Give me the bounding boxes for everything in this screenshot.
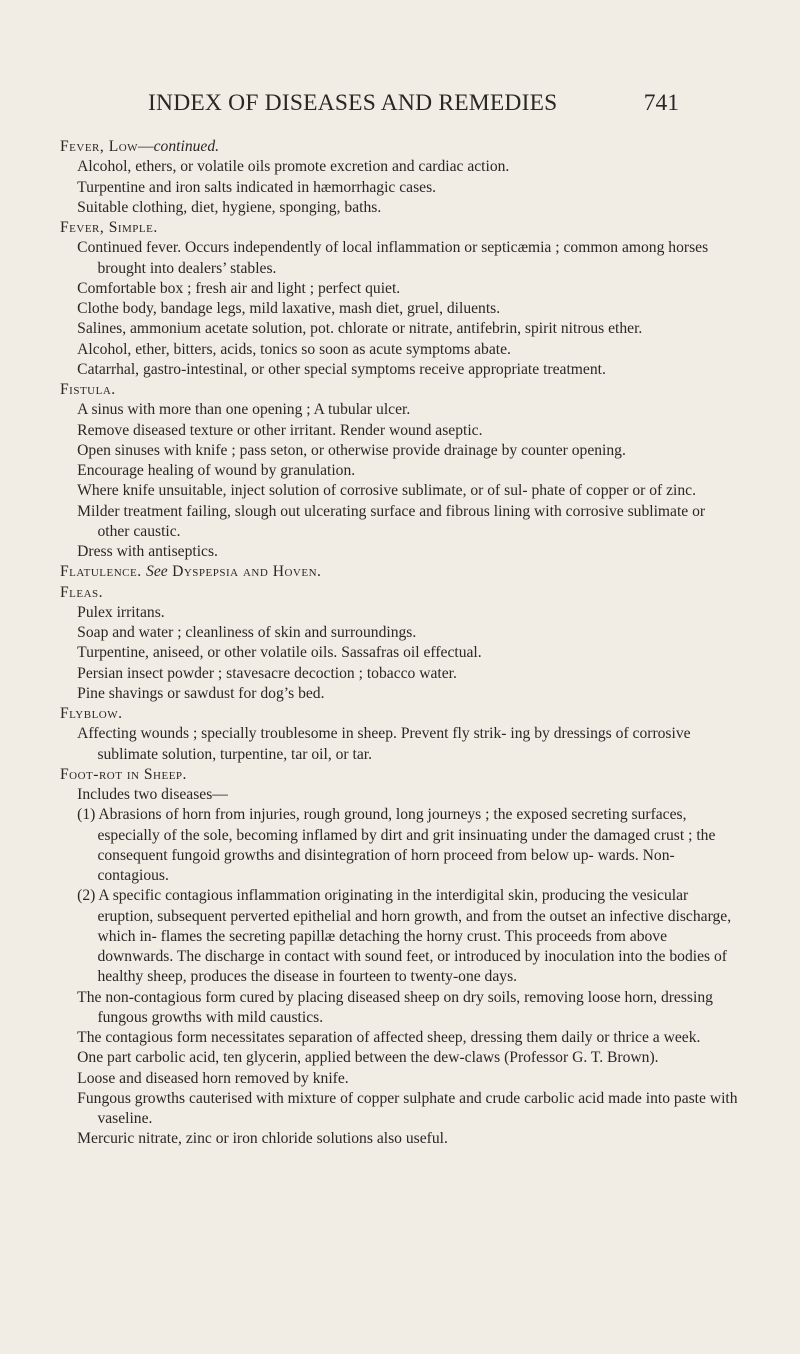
index-entry (60, 704, 740, 765)
entry-line: Catarrhal, gastro-intestinal, or other special symptoms receive appropriate treatment. (77, 360, 606, 378)
entry-line: Clothe body, bandage legs, mild laxative, mash diet, gruel, diluents. (77, 300, 501, 317)
index-entry (60, 765, 740, 1150)
entry-line: (1) Abrasions of horn from injuries, rough ground, long journeys ; the exposed secreting surfaces, especially of the sole, becoming inflamed by dirt and grit insinuating under the damaged crust ; the consequent fungoid growths and disintegration of horn proceed from below up- wards. Non-contagious. (77, 806, 716, 884)
entry-line: Loose and diseased horn removed by knife. (77, 1069, 349, 1087)
entry-line: Includes two diseases— (77, 786, 228, 803)
entry-line: Turpentine, aniseed, or other volatile oils. Sassafras oil effectual. (77, 644, 482, 662)
see-reference-label: See (146, 563, 168, 581)
entry-heading: Fever, Low—continued. (60, 138, 220, 155)
index-entry (60, 562, 740, 582)
index-content (60, 137, 740, 1150)
entry-heading: Foot-rot in Sheep. (60, 765, 187, 783)
index-entry (60, 380, 740, 562)
running-head-title: INDEX OF DISEASES AND REMEDIES (148, 90, 558, 116)
entry-line: Pulex irritans. (77, 603, 165, 621)
entry-line: Dress with antiseptics. (77, 543, 218, 560)
entry-line: Salines, ammonium acetate solution, pot. chlorate or nitrate, antifebrin, spirit nitrous ether. (77, 320, 643, 338)
entry-line: The non-contagious form cured by placing diseased sheep on dry soils, removing loose horn, dressing fungous growths with mild caustics. (77, 988, 713, 1026)
index-entry (60, 137, 740, 218)
entry-line: Suitable clothing, diet, hygiene, sponging, baths. (77, 198, 382, 216)
entry-heading: Fistula. (60, 381, 116, 398)
index-entry (60, 583, 740, 705)
index-entry (60, 218, 740, 380)
entry-line: Persian insect powder ; stavesacre decoction ; tobacco water. (77, 664, 457, 682)
entry-line: Remove diseased texture or other irritant. Render wound aseptic. (77, 421, 483, 439)
entry-line: The contagious form necessitates separation of affected sheep, dressing them daily or thrice a week. (77, 1029, 701, 1046)
entry-line: Encourage healing of wound by granulation. (77, 462, 356, 479)
entry-line: Alcohol, ether, bitters, acids, tonics so soon as acute symptoms abate. (77, 340, 511, 358)
entry-line: Comfortable box ; fresh air and light ; perfect quiet. (77, 279, 401, 297)
entry-heading: Fleas. (60, 583, 104, 601)
running-head (0, 90, 800, 120)
entry-line: Pine shavings or sawdust for dog’s bed. (77, 684, 325, 702)
page-number: 741 (643, 90, 679, 116)
entry-line: Alcohol, ethers, or volatile oils promote excretion and cardiac action. (77, 158, 510, 176)
entry-heading: Flatulence. See Dyspepsia and Hoven. (60, 563, 322, 581)
entry-line: Where knife unsuitable, inject solution of corrosive sublimate, or of sul- phate of copper or of zinc. (77, 482, 696, 500)
cross-reference: Dyspepsia and Hoven. (172, 563, 322, 581)
entry-line: Affecting wounds ; specially troublesome in sheep. Prevent fly strik- ing by dressings of corrosive sublimate solution, turpentine, tar oil, or tar. (77, 725, 691, 763)
entry-line: Continued fever. Occurs independently of local inflammation or septicæmia ; common among horses brought into dealers’ stables. (77, 239, 709, 277)
entry-heading: Flyblow. (60, 705, 123, 722)
entry-line: Fungous growths cauterised with mixture of copper sulphate and crude carbolic acid made into paste with vaseline. (77, 1089, 738, 1127)
entry-line: (2) A specific contagious inflammation originating in the interdigital skin, producing the vesicular eruption, subsequent perverted epithelial and horn growth, and from the outset an infective discharge, which in- flames the secreting papillæ detaching the horny crust. This proceeds from above downwards. The discharge in contact with sound feet, or introduced by inoculation into the bodies of healthy sheep, produces the disease in fourteen to twenty-one days. (77, 887, 732, 986)
entry-line: A sinus with more than one opening ; A tubular ulcer. (77, 401, 411, 419)
entry-line: One part carbolic acid, ten glycerin, applied between the dew-claws (Professor G. T. Brown). (77, 1049, 659, 1067)
entry-line: Turpentine and iron salts indicated in hæmorrhagic cases. (77, 178, 437, 196)
entry-heading: Fever, Simple. (60, 219, 158, 236)
entry-line: Soap and water ; cleanliness of skin and surroundings. (77, 624, 417, 641)
entry-line: Milder treatment failing, slough out ulcerating surface and fibrous lining with corrosive sublimate or other caustic. (77, 502, 706, 540)
entry-line: Open sinuses with knife ; pass seton, or otherwise provide drainage by counter opening. (77, 441, 626, 459)
entry-line: Mercuric nitrate, zinc or iron chloride solutions also useful. (77, 1130, 448, 1148)
